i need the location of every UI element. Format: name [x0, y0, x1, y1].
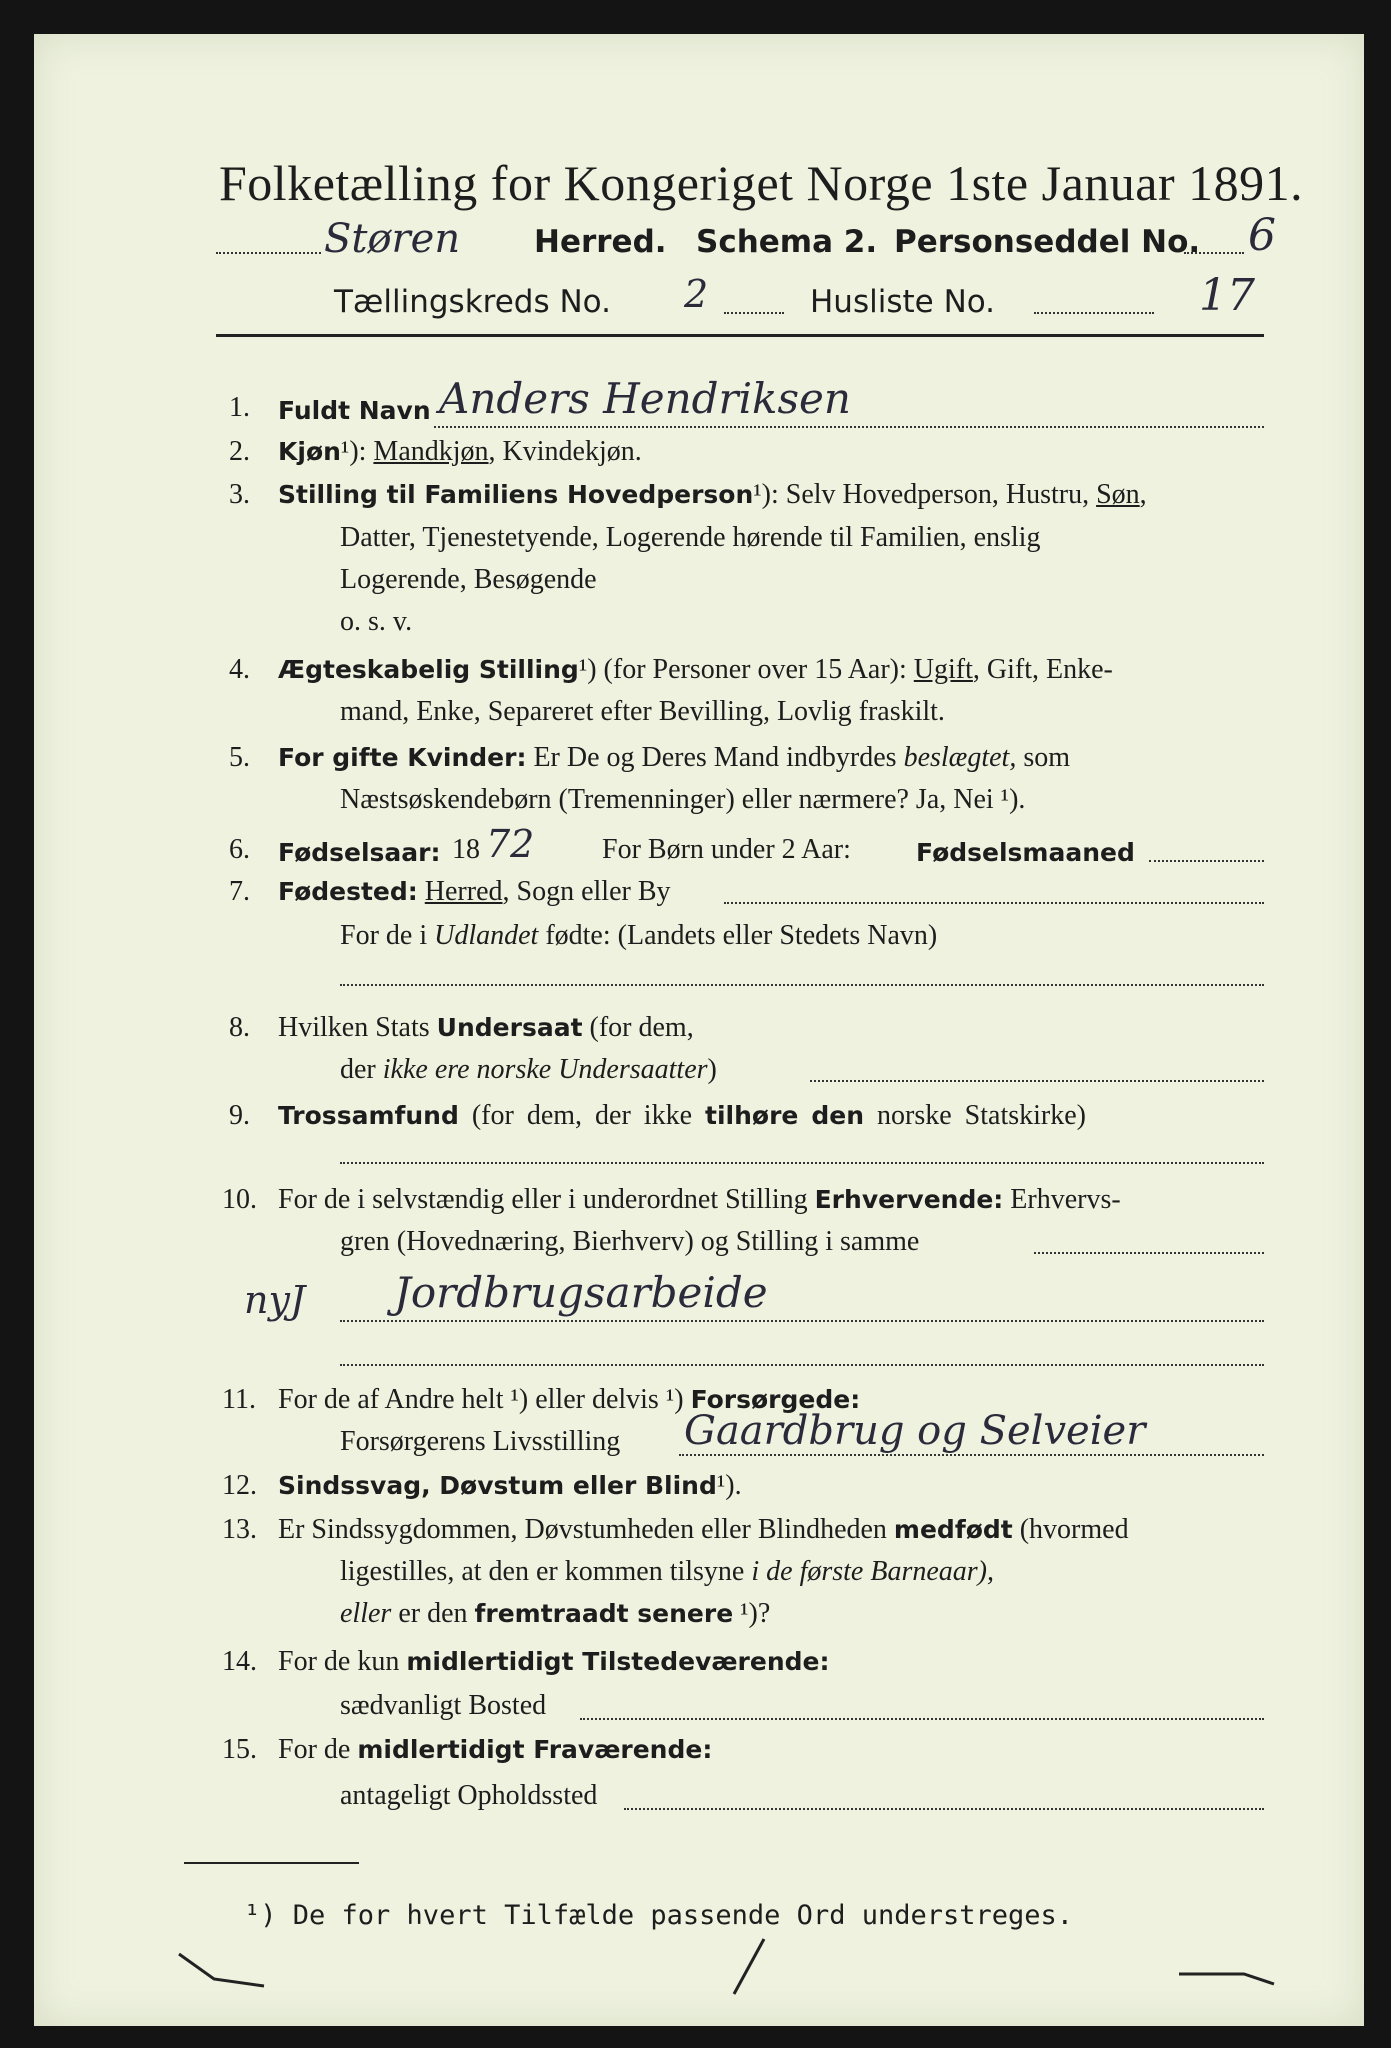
item-number: 14.	[222, 1646, 257, 1677]
udland-text2: fødte: (Landets eller Stedets Navn)	[545, 920, 938, 951]
forsorger-label: Forsørgerens Livsstilling	[340, 1426, 621, 1457]
udland-italic: Udlandet	[434, 920, 539, 951]
item-number: 15.	[222, 1734, 257, 1765]
fravaerende-text: For de	[278, 1734, 351, 1765]
dotted-line	[434, 426, 1264, 428]
fravaerende-line	[278, 1734, 712, 1766]
footnote-ref: ¹)?	[740, 1598, 771, 1629]
husliste-label: Husliste No.	[810, 284, 996, 320]
aegteskab-option-ugift: Ugift	[913, 654, 973, 685]
fravaerende-label: midlertidigt Fraværende:	[357, 1735, 713, 1764]
kreds-label: Tællingskreds No.	[334, 284, 611, 320]
footnote-ref: ¹):	[753, 479, 779, 510]
fodselsaar-value: 72	[486, 822, 535, 866]
tilstede-line	[278, 1646, 830, 1678]
aegteskab-text: (for Personer over 15 Aar):	[603, 654, 907, 685]
dotted-line	[624, 1808, 1264, 1810]
bosted-label: sædvanligt Bosted	[340, 1690, 547, 1721]
kjon-label: Kjøn	[278, 437, 341, 466]
item-number: 2.	[229, 436, 250, 467]
trossamfund-text: (for dem, der ikke	[471, 1100, 692, 1131]
medfodt-line	[278, 1514, 1129, 1546]
stilling-line4: o. s. v.	[340, 606, 413, 637]
dotted-line	[580, 1718, 1264, 1720]
dotted-line	[810, 1080, 1264, 1082]
medfodt-eller: eller	[340, 1598, 392, 1629]
stilling-option-son: Søn	[1096, 479, 1140, 510]
herred-label: Herred.	[534, 224, 667, 260]
husliste-value: 17	[1199, 270, 1255, 321]
fuldt-navn-label: Fuldt Navn	[278, 396, 431, 425]
aegteskab-options: , Gift, Enke-	[972, 654, 1113, 685]
footnote-ref: ¹):	[340, 436, 367, 467]
tilstede-text: For de kun	[278, 1646, 400, 1677]
census-form	[34, 34, 1364, 2026]
fodselsmaaned-text: For Børn under 2 Aar:	[602, 834, 851, 865]
undersaat-text: Hvilken Stats	[278, 1012, 430, 1043]
item-number: 3.	[229, 479, 250, 510]
medfodt-label: medfødt	[893, 1515, 1013, 1544]
fuldt-navn-value: Anders Hendriksen	[439, 374, 851, 423]
form-title: Folketælling for Kongeriget Norge 1ste Januar 1891.	[219, 155, 1304, 211]
erhverv-text: For de i selvstændig eller i underordnet Stilling	[278, 1184, 808, 1215]
personseddel-value: 6	[1248, 210, 1276, 261]
fodselsaar-prefix: 18	[452, 834, 480, 865]
item-number: 10.	[222, 1184, 257, 1215]
aegteskab-label: Ægteskabelig Stilling	[278, 655, 579, 684]
forsorgede-text: For de af Andre helt ¹) eller delvis ¹)	[278, 1384, 684, 1415]
undersaat-italic: ikke ere norske Undersaatter	[382, 1054, 708, 1085]
pencil-mark	[1174, 1954, 1284, 1994]
dotted-line	[679, 1454, 1264, 1456]
footnote: ¹) De for hvert Tilfælde passende Ord understreges.	[244, 1900, 1074, 1931]
stilling-label: Stilling til Familiens Hovedperson	[278, 480, 754, 509]
trossamfund-line	[278, 1100, 1086, 1132]
footnote-ref: ¹).	[716, 1470, 742, 1501]
undersaat-text2: (for dem,	[589, 1012, 694, 1043]
item-number: 6.	[229, 834, 250, 865]
herred-value: Støren	[324, 216, 461, 262]
schema-label: Schema 2.	[696, 224, 878, 260]
personseddel-label: Personseddel No.	[894, 224, 1201, 260]
medfodt-line3-text: er den	[398, 1598, 468, 1629]
gifte-line2: Næstsøskendebørn (Tremenninger) eller nærmere? Ja, Nei ¹).	[340, 784, 1026, 815]
sindssvag-line	[278, 1470, 742, 1502]
medfodt-text: Er Sindssygdommen, Døvstumheden eller Blindheden	[278, 1514, 887, 1545]
erhverv-value: Jordbrugsarbeide	[394, 1268, 768, 1317]
stilling-comma: ,	[1139, 479, 1147, 510]
header-rule	[216, 334, 1264, 337]
margin-note: nyJ	[244, 1278, 306, 1322]
dotted-line	[216, 252, 321, 254]
dotted-line	[1184, 252, 1244, 254]
trossamfund-den: den	[811, 1101, 865, 1130]
dotted-line	[340, 984, 1264, 986]
medfodt-line2-italic: i de første Barneaar),	[751, 1556, 994, 1587]
udland-line	[340, 920, 937, 952]
fodested-options: , Sogn eller By	[502, 876, 671, 907]
medfodt-line2-text: ligestilles, at den er kommen tilsyne	[340, 1556, 745, 1587]
fodested-label: Fødested:	[278, 877, 418, 906]
stilling-text: Selv Hovedperson, Hustru,	[785, 479, 1090, 510]
medfodt-text2: (hvormed	[1019, 1514, 1129, 1545]
stilling-line2: Datter, Tjenestetyende, Logerende hørende til Familien, enslig	[340, 522, 1041, 553]
item-number: 11.	[222, 1384, 256, 1415]
fodested-option-herred: Herred	[424, 876, 503, 907]
forsorger-value: Gaardbrug og Selveier	[684, 1408, 1146, 1454]
medfodt-line3	[340, 1598, 770, 1630]
medfodt-line2	[340, 1556, 994, 1588]
erhverv-text2: Erhvervs-	[1010, 1184, 1121, 1215]
kjon-option-mandkjon: Mandkjøn	[373, 436, 489, 467]
item-number: 5.	[229, 742, 250, 773]
gifte-som: som	[1023, 742, 1071, 773]
udland-text: For de i	[340, 920, 428, 951]
kjon-option-kvindekjon: , Kvindekjøn.	[488, 436, 642, 467]
gifte-beslaegtet: beslægtet,	[903, 742, 1017, 773]
stilling-line	[278, 479, 1147, 511]
undersaat-label: Undersaat	[436, 1013, 583, 1042]
kjon-line	[278, 436, 642, 468]
gifte-text: Er De og Deres Mand indbyrdes	[533, 742, 897, 773]
dotted-line	[340, 1364, 1264, 1366]
gifte-line	[278, 742, 1070, 774]
aegteskab-line	[278, 654, 1113, 686]
pencil-mark	[174, 1944, 284, 1994]
sindssvag-label: Sindssvag, Døvstum eller Blind	[278, 1471, 717, 1500]
trossamfund-text2: norske Statskirke)	[877, 1100, 1086, 1131]
dotted-line	[1149, 860, 1264, 862]
fodselsaar-label: Fødselsaar:	[278, 838, 441, 867]
aegteskab-line2: mand, Enke, Separeret efter Bevilling, Lovlig fraskilt.	[340, 696, 945, 727]
dotted-line	[724, 312, 784, 314]
dotted-line	[1034, 312, 1154, 314]
item-number: 8.	[229, 1012, 250, 1043]
stilling-line3: Logerende, Besøgende	[340, 564, 597, 595]
forsorgede-label: Forsørgede:	[690, 1385, 861, 1414]
tilstede-label: midlertidigt Tilstedeværende:	[406, 1647, 830, 1676]
footnote-ref: ¹)	[578, 654, 597, 685]
footnote-rule	[184, 1862, 359, 1864]
pencil-mark	[724, 1934, 784, 2004]
dotted-line	[340, 1162, 1264, 1164]
item-number: 4.	[229, 654, 250, 685]
item-number: 9.	[229, 1100, 250, 1131]
trossamfund-label: Trossamfund	[278, 1101, 459, 1130]
erhverv-line	[278, 1184, 1121, 1216]
item-number: 7.	[229, 876, 250, 907]
undersaat-line2	[340, 1054, 717, 1086]
dotted-line	[724, 902, 1264, 904]
item-number: 1.	[229, 392, 250, 423]
erhverv-line2: gren (Hovednæring, Bierhverv) og Stilling i samme	[340, 1226, 920, 1257]
dotted-line	[340, 1320, 1264, 1322]
kreds-value: 2	[684, 272, 709, 316]
dotted-line	[1034, 1252, 1264, 1254]
undersaat-der: der	[340, 1054, 376, 1085]
erhverv-label: Erhvervende:	[814, 1185, 1004, 1214]
opholdssted-label: antageligt Opholdssted	[340, 1780, 598, 1811]
gifte-label: For gifte Kvinder:	[278, 743, 527, 772]
undersaat-line	[278, 1012, 694, 1044]
undersaat-paren: )	[707, 1054, 717, 1085]
trossamfund-tilhore: tilhøre	[705, 1101, 799, 1130]
item-number: 12.	[222, 1470, 257, 1501]
fodselsmaaned-label: Fødselsmaaned	[916, 838, 1135, 867]
fodested-line	[278, 876, 671, 908]
fremtraadt-label: fremtraadt senere	[474, 1599, 734, 1628]
item-number: 13.	[222, 1514, 257, 1545]
